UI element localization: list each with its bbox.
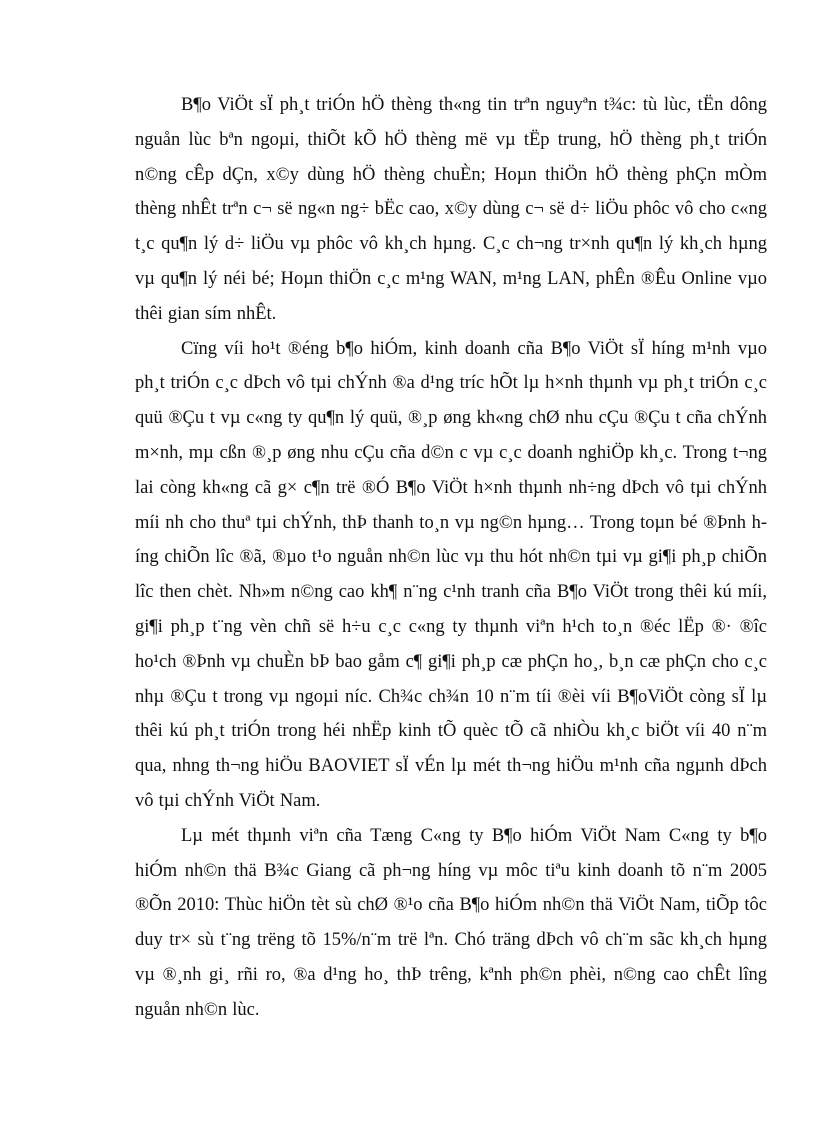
paragraph-financial-services: Cïng víi ho¹t ®éng b¶o hiÓm, kinh doanh cña B¶o ViÖt sÏ híng m¹nh vµo ph¸t triÓn c¸c dÞch vô tµi chÝnh ®a d¹ng tríc hÕt lµ h×nh thµnh vµ ph¸t triÓn c¸c quü ®Çu t vµ c«ng ty qu¶n lý quü, ®¸p øng kh«ng chØ nhu cÇu ®Çu t cña chÝnh m×nh, mµ cßn ®¸p øng nhu cÇu cña d©n c vµ c¸c doanh nghiÖp kh¸c. Trong t¬ng lai còng kh«ng cã g× c¶n trë ®Ó B¶o ViÖt h×nh thµnh nh÷ng dÞch vô tµi chÝnh míi nh cho thuª tµi chÝnh, thÞ thanh to¸n vµ ng©n hµng… Trong toµn bé ®Þnh híng chiÕn lîc ®ã, ®µo t¹o nguån nh©n lùc vµ thu hót nh©n tµi vµ gi¶i ph¸p chiÕn lîc then chèt. Nh»m n©ng cao kh¶ n¨ng c¹nh tranh cña B¶o ViÖt trong thêi kú míi, gi¶i ph¸p t¨ng vèn chñ së h÷u c¸c c«ng ty thµnh viªn h¹ch to¸n ®éc lËp ®· ®îc ho¹ch ®Þnh vµ chuÈn bÞ bao gåm c¶ gi¶i ph¸p cæ phÇn ho¸, b¸n cæ phÇn cho c¸c nhµ ®Çu t trong vµ ngoµi níc. Ch¾c ch¾n 10 n¨m tíi ®èi víi B¶oViÖt còng sÏ lµ thêi kú ph¸t triÓn trong héi nhËp kinh tÕ quèc tÕ cã nhiÒu kh¸c biÖt víi 40 n¨m qua, nhng th¬ng hiÖu BAOVIET sÏ vÉn lµ mét th¬ng hiÖu m¹nh cña ngµnh dÞch vô tµi chÝnh ViÖt Nam.: [135, 338, 767, 811]
paragraph-information-system: B¶o ViÖt sÏ ph¸t triÓn hÖ thèng th«ng tin trªn nguyªn t¾c: tù lùc, tËn dông nguån lùc bªn ngoµi, thiÕt kÕ hÖ thèng më vµ tËp trung, hÖ thèng ph¸t triÓn n©ng cÊp dÇn, x©y dùng hÖ thèng chuÈn; Hoµn thiÖn hÖ thèng phÇn mÒm thèng nhÊt trªn c¬ së ng«n ng÷ bËc cao, x©y dùng c¬ së d÷ liÖu phôc vô cho c«ng t¸c qu¶n lý d÷ liÖu vµ phôc vô kh¸ch hµng. C¸c ch¬ng tr×nh qu¶n lý kh¸ch hµng vµ qu¶n lý néi bé; Hoµn thiÖn c¸c m¹ng WAN, m¹ng LAN, phÊn ®Êu Online vµo thêi gian sím nhÊt.: [135, 95, 767, 324]
body-text: [135, 88, 767, 1028]
paragraph-bac-giang-goals: Lµ mét thµnh viªn cña Tæng C«ng ty B¶o hiÓm ViÖt Nam C«ng ty b¶o hiÓm nh©n thä B¾c Giang cã ph¬ng híng vµ môc tiªu kinh doanh tõ n¨m 2005 ®Õn 2010: Thùc hiÖn tèt sù chØ ®¹o cña B¶o hiÓm nh©n thä ViÖt Nam, tiÕp tôc duy tr× sù t¨ng trëng tõ 15%/n¨m trë lªn. Chó träng dÞch vô ch¨m sãc kh¸ch hµng vµ ®¸nh gi¸ rñi ro, ®a d¹ng ho¸ thÞ trêng, kªnh ph©n phèi, n©ng cao chÊt lîng nguån nh©n lùc.: [135, 825, 767, 1020]
